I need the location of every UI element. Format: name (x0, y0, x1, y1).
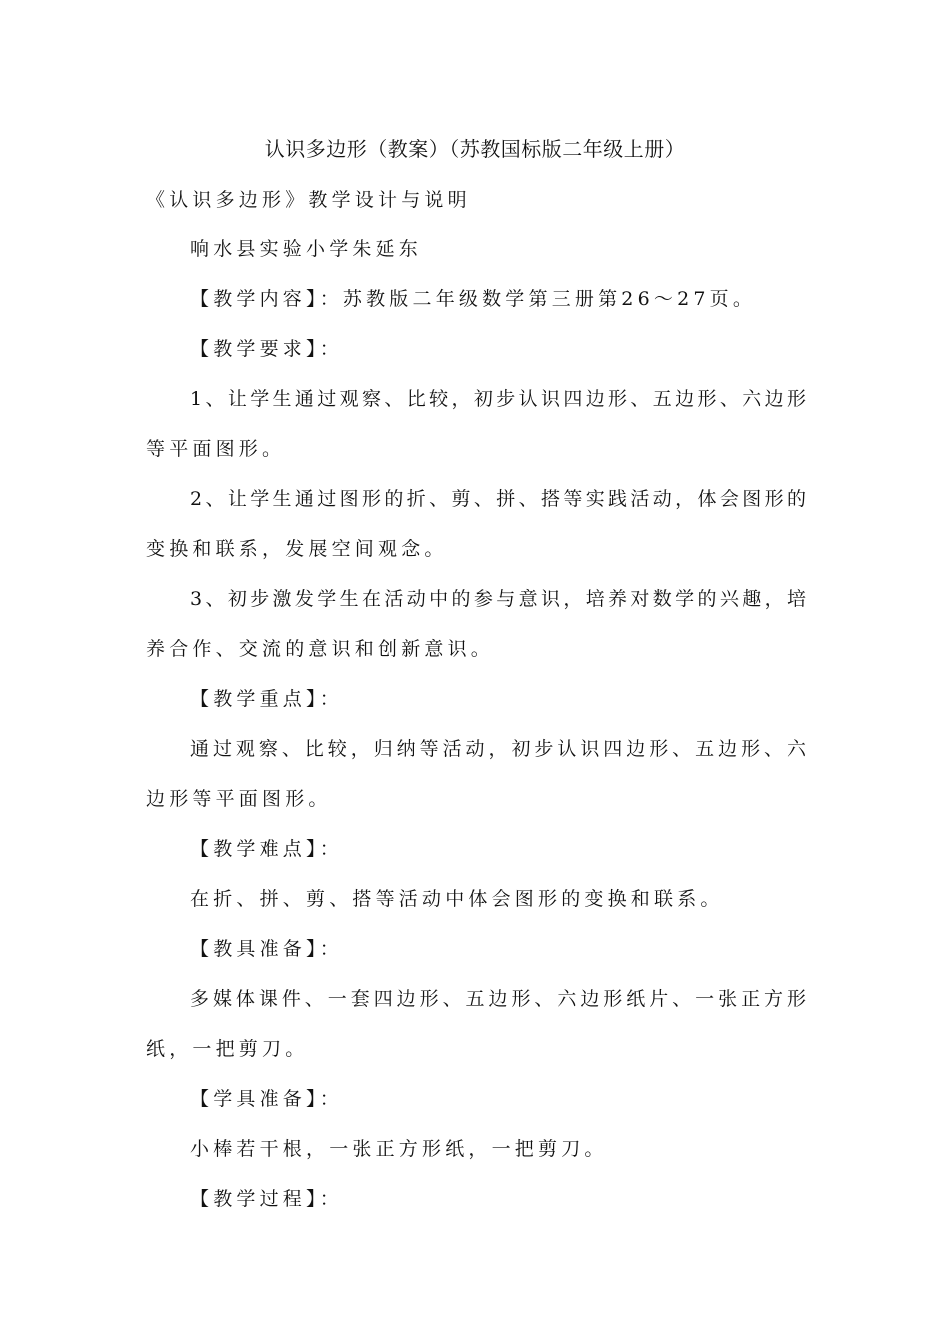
requirement-2-line-1: 2、让学生通过图形的折、剪、拼、搭等实践活动，体会图形的 (190, 488, 806, 510)
section-heading-requirements: 【教学要求】： (190, 338, 343, 360)
section-heading-teaching-process: 【教学过程】： (190, 1188, 343, 1210)
key-points-line-2: 边形等平面图形。 (146, 788, 332, 810)
author-line: 响水县实验小学朱延东 (190, 238, 423, 260)
design-heading: 《认识多边形》教学设计与说明 (146, 189, 471, 211)
requirement-1-line-2: 等平面图形。 (146, 438, 286, 460)
teaching-content: 【教学内容】：苏教版二年级数学第三册第26～27页。 (190, 288, 757, 310)
teaching-aids-line-2: 纸，一把剪刀。 (146, 1038, 309, 1060)
section-heading-difficulties: 【教学难点】： (190, 838, 343, 860)
difficulties-text: 在折、拼、剪、搭等活动中体会图形的变换和联系。 (190, 888, 724, 910)
teaching-aids-line-1: 多媒体课件、一套四边形、五边形、六边形纸片、一张正方形 (190, 988, 806, 1010)
requirement-2-line-2: 变换和联系，发展空间观念。 (146, 538, 448, 560)
section-heading-key-points: 【教学重点】： (190, 688, 343, 710)
requirement-1-line-1: 1、让学生通过观察、比较，初步认识四边形、五边形、六边形 (190, 388, 806, 410)
student-materials-text: 小棒若干根，一张正方形纸，一把剪刀。 (190, 1138, 608, 1160)
section-heading-student-materials: 【学具准备】： (190, 1088, 343, 1110)
document-title: 认识多边形（教案）（苏教国标版二年级上册） (264, 137, 686, 161)
requirement-3-line-1: 3、初步激发学生在活动中的参与意识，培养对数学的兴趣，培 (190, 588, 806, 610)
requirement-3-line-2: 养合作、交流的意识和创新意识。 (146, 638, 495, 660)
section-heading-teaching-aids: 【教具准备】： (190, 938, 343, 960)
key-points-line-1: 通过观察、比较，归纳等活动，初步认识四边形、五边形、六 (190, 738, 806, 760)
